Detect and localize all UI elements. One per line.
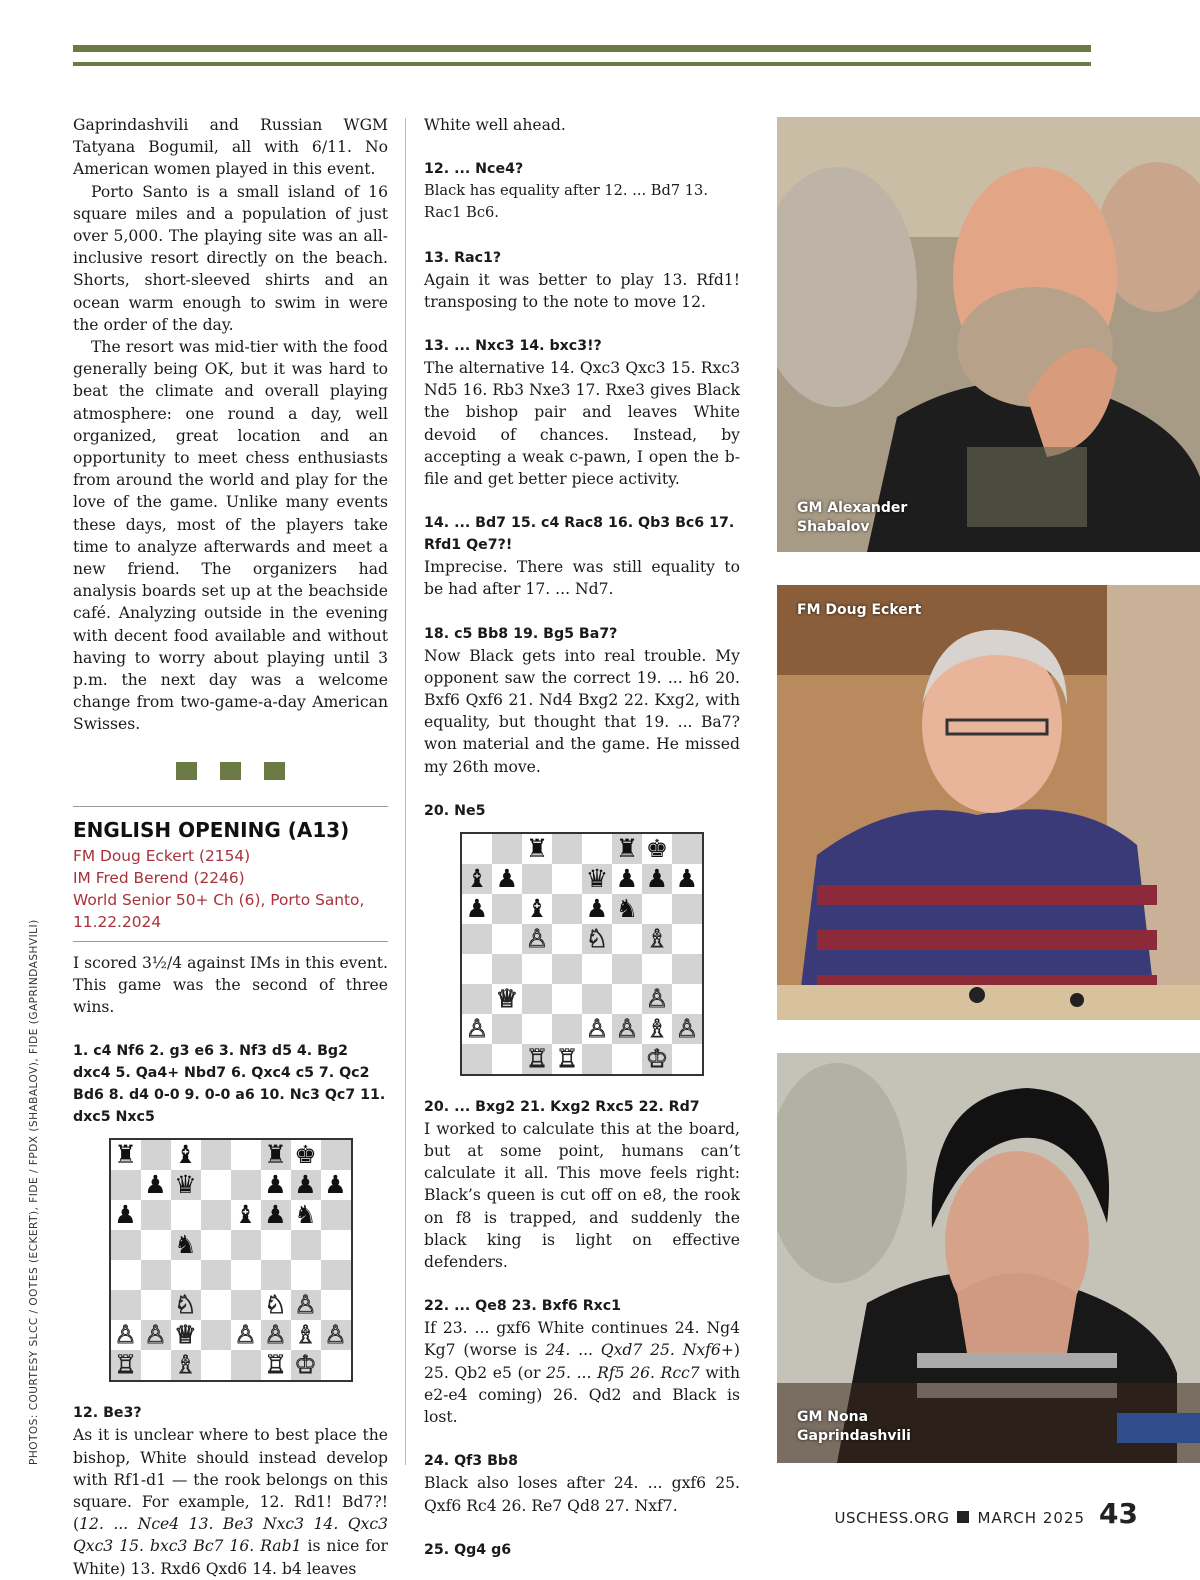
board-square	[291, 1320, 321, 1350]
move-note: I worked to calculate this at the board, but at some point, humans can’t calculate it all. This move feels right: Black’s queen is cut off on e8, the rook on f8 is trapped, and suddenly the black king is light on effective defenders.	[424, 1119, 740, 1272]
board-square	[171, 1320, 201, 1350]
move-text: 24. Qf3 Bb8	[424, 1453, 518, 1470]
opening-title: ENGLISH OPENING (A13)	[73, 817, 350, 842]
photo-credit: PHOTOS: COURTESY SLCC / OOTES (ECKERT), FIDE / FPDX (SHABALOV), FIDE (GAPRINDASHVILI)	[28, 919, 40, 1465]
board-square	[321, 1170, 351, 1200]
move-text: 1. c4 Nf6 2. g3 e6 3. Nf3 d5 4. Bg2 dxc4 5. Qa4+ Nbd7 6. Qxc4 c5 7. Qc2 Bd6 8. d4 0-0 9. 0-0 a6 10. Nc3 Qc7 11. dxc5 Nxc5	[73, 1043, 386, 1126]
board-square	[291, 1170, 321, 1200]
board-square	[582, 1014, 612, 1044]
board-square	[141, 1290, 171, 1320]
chess-piece-icon: ♜	[615, 833, 639, 863]
move-text: 14. ... Bd7 15. c4 Rac8 16. Qb3 Bc6 17. Rfd1 Qe7?!	[424, 515, 735, 554]
chess-piece-icon: ♗	[294, 1320, 317, 1350]
game-event: World Senior 50+ Ch (6), Porto Santo, 11.22.2024	[73, 890, 365, 931]
board-square	[672, 984, 702, 1014]
board-square	[201, 1230, 231, 1260]
column-rule	[405, 118, 406, 1465]
board-square	[582, 834, 612, 864]
chess-diagram-move-11	[109, 1138, 353, 1382]
chess-piece-icon: ♟	[264, 1200, 287, 1230]
board-square	[261, 1230, 291, 1260]
column-middle	[424, 114, 740, 1561]
board-square	[612, 924, 642, 954]
chess-piece-icon: ♗	[174, 1350, 197, 1380]
board-square	[462, 1044, 492, 1074]
photo-shabalov	[777, 117, 1200, 552]
board-square	[321, 1320, 351, 1350]
chess-piece-icon: ♔	[294, 1350, 317, 1380]
board-square	[462, 834, 492, 864]
chess-piece-icon: ♙	[234, 1320, 257, 1350]
board-square	[672, 954, 702, 984]
board-square	[552, 834, 582, 864]
chess-piece-icon: ♟	[294, 1170, 317, 1200]
chess-piece-icon: ♙	[645, 983, 669, 1013]
chess-piece-icon: ♚	[645, 833, 669, 863]
move-text: 12. Be3?	[73, 1405, 142, 1422]
move-note: White well ahead.	[424, 116, 566, 134]
board-square	[582, 894, 612, 924]
board-square	[552, 954, 582, 984]
board-square	[171, 1350, 201, 1380]
board-square	[111, 1200, 141, 1230]
board-square	[612, 894, 642, 924]
board-square	[642, 984, 672, 1014]
board-square	[141, 1350, 171, 1380]
board-square	[111, 1170, 141, 1200]
chess-piece-icon: ♕	[174, 1320, 197, 1350]
board-square	[492, 894, 522, 924]
board-square	[201, 1200, 231, 1230]
board-square	[111, 1320, 141, 1350]
board-square	[111, 1140, 141, 1170]
paragraph: Porto Santo is a small island of 16 square miles and a population of just over 5,000. The playing site was an all-inclusive resort directly on the beach. Shorts, short-sleeved shirts and an ocean warm enough to swim in were the order of the day.	[73, 182, 388, 334]
chess-piece-icon: ♙	[615, 1013, 639, 1043]
chess-piece-icon: ♙	[525, 923, 549, 953]
board-square	[672, 924, 702, 954]
board-square	[522, 894, 552, 924]
board-square	[261, 1290, 291, 1320]
divider-square	[264, 762, 285, 780]
move-note: The alternative 14. Qxc3 Qxc3 15. Rxc3 Nd5 16. Rb3 Nxe3 17. Rxe3 gives Black the bishop pair and leaves White devoid of chances. Instead, by accepting a weak c-pawn, I open the b-file and get better piece activity.	[424, 359, 740, 489]
board-square	[141, 1230, 171, 1260]
board-square	[672, 1014, 702, 1044]
board-square	[141, 1170, 171, 1200]
board-square	[582, 864, 612, 894]
board-square	[291, 1140, 321, 1170]
board-square	[522, 984, 552, 1014]
page-footer	[835, 1497, 1138, 1530]
move-text: 25. Qg4 g6	[424, 1541, 512, 1558]
photo-gaprindashvili	[777, 1053, 1200, 1463]
board-square	[201, 1320, 231, 1350]
board-square	[201, 1290, 231, 1320]
white-player: FM Doug Eckert (2154)	[73, 846, 251, 865]
board-square	[171, 1200, 201, 1230]
board-square	[231, 1140, 261, 1170]
board-square	[231, 1200, 261, 1230]
board-square	[492, 834, 522, 864]
board-square	[642, 894, 672, 924]
chess-piece-icon: ♟	[465, 893, 489, 923]
chess-diagram-move-20	[460, 832, 704, 1076]
paragraph: Gaprindashvili and Russian WGM Tatyana Bogumil, all with 6/11. No American women played in this event.	[73, 116, 388, 179]
chess-piece-icon: ♙	[324, 1320, 347, 1350]
board-square	[582, 984, 612, 1014]
chess-piece-icon: ♖	[264, 1350, 287, 1380]
move-note: Again it was better to play 13. Rfd1! transposing to the note to move 12.	[424, 270, 740, 311]
board-square	[582, 954, 612, 984]
board-square	[492, 1044, 522, 1074]
board-square	[522, 924, 552, 954]
photo-eckert	[777, 585, 1200, 1020]
move-note: If 23. ... gxf6 White continues 24. Ng4 Kg7 (worse is 24. ... Qxd7 25. Nxf6+) 25. Qb2 e5 (or 25. ... Rf5 26. Rcc7 with e2-e4 coming) 26. Qd2 and Black is lost.	[424, 1319, 741, 1427]
board-square	[522, 954, 552, 984]
chess-piece-icon: ♟	[324, 1170, 347, 1200]
chess-piece-icon: ♙	[585, 1013, 609, 1043]
board-square	[522, 1014, 552, 1044]
move-text: 13. ... Nxc3 14. bxc3!?	[424, 338, 602, 355]
board-square	[492, 1014, 522, 1044]
move-text: 13. Rac1?	[424, 249, 502, 266]
board-square	[231, 1170, 261, 1200]
page-number: 43	[1099, 1497, 1138, 1530]
move-text: 12. ... Nce4?	[424, 161, 524, 178]
move-text: 22. ... Qe8 23. Bxf6 Rxc1	[424, 1298, 622, 1315]
board-square	[291, 1290, 321, 1320]
board-square	[141, 1140, 171, 1170]
board-square	[171, 1140, 201, 1170]
board-square	[612, 1044, 642, 1074]
board-square	[261, 1350, 291, 1380]
chess-piece-icon: ♕	[495, 983, 519, 1013]
board-square	[111, 1260, 141, 1290]
chess-piece-icon: ♙	[675, 1013, 699, 1043]
chess-piece-icon: ♟	[114, 1200, 137, 1230]
chess-piece-icon: ♘	[174, 1290, 197, 1320]
photo-caption: GM Alexander Shabalov	[797, 500, 908, 535]
board-square	[642, 1044, 672, 1074]
board-square	[321, 1200, 351, 1230]
board-square	[201, 1140, 231, 1170]
top-rule-thin	[73, 62, 1091, 66]
board-square	[111, 1350, 141, 1380]
board-square	[201, 1170, 231, 1200]
chess-piece-icon: ♟	[144, 1170, 167, 1200]
footer-square-icon	[957, 1511, 969, 1523]
footer-site: USCHESS.ORG	[834, 1509, 950, 1527]
top-rule-thick	[73, 45, 1091, 52]
chess-piece-icon: ♝	[525, 893, 549, 923]
move-note: Now Black gets into real trouble. My opponent saw the correct 19. ... h6 20. Bxf6 Qxf6 21. Nd4 Bxg2 22. Kxg2, with equality, but thought that 19. ... Ba7? won material and the game. He missed my 26th move.	[424, 646, 740, 776]
board-square	[612, 1014, 642, 1044]
board-square	[231, 1290, 261, 1320]
board-square	[492, 864, 522, 894]
board-square	[231, 1350, 261, 1380]
board-square	[462, 924, 492, 954]
board-square	[321, 1230, 351, 1260]
photo-caption: FM Doug Eckert	[797, 602, 922, 618]
divider-square	[176, 762, 197, 780]
chess-piece-icon: ♙	[294, 1290, 317, 1320]
board-square	[261, 1200, 291, 1230]
board-square	[111, 1230, 141, 1260]
board-square	[582, 924, 612, 954]
chess-piece-icon: ♚	[294, 1140, 317, 1170]
game-header-rule	[73, 941, 388, 942]
chess-piece-icon: ♞	[174, 1230, 197, 1260]
move-note: As it is unclear where to best place the bishop, White should instead develop with Rf1-d1 — the rook belongs on this square. For example, 12. Rd1! Bd7?! (12. ... Nce4 13. Be3 Nxc3 14. Qxc3 Qxc3 15. bxc3 Bc7 16. Rab1 is nice for White) 13. Rxd6 Qxd6 14. b4 leaves	[73, 1426, 388, 1578]
board-square	[642, 924, 672, 954]
chess-piece-icon: ♟	[615, 863, 639, 893]
chess-piece-icon: ♟	[495, 863, 519, 893]
divider-square	[220, 762, 241, 780]
chess-piece-icon: ♙	[465, 1013, 489, 1043]
chess-piece-icon: ♛	[174, 1170, 197, 1200]
board-square	[552, 1014, 582, 1044]
board-square	[582, 1044, 612, 1074]
board-square	[231, 1320, 261, 1350]
game-header-rule	[73, 806, 388, 807]
move-text: 20. ... Bxg2 21. Kxg2 Rxc5 22. Rd7	[424, 1098, 700, 1115]
chess-piece-icon: ♟	[645, 863, 669, 893]
board-square	[612, 864, 642, 894]
chess-piece-icon: ♗	[645, 923, 669, 953]
board-square	[261, 1140, 291, 1170]
board-square	[552, 984, 582, 1014]
board-square	[462, 864, 492, 894]
board-square	[672, 894, 702, 924]
board-square	[672, 1044, 702, 1074]
column-left	[73, 114, 388, 1580]
chess-piece-icon: ♙	[114, 1320, 137, 1350]
board-square	[321, 1140, 351, 1170]
chess-piece-icon: ♝	[174, 1140, 197, 1170]
chess-piece-icon: ♜	[114, 1140, 137, 1170]
board-square	[141, 1200, 171, 1230]
board-square	[171, 1290, 201, 1320]
chess-piece-icon: ♘	[585, 923, 609, 953]
game-intro: I scored 3½/4 against IMs in this event. This game was the second of three wins.	[73, 953, 388, 1017]
board-square	[612, 834, 642, 864]
board-square	[522, 1044, 552, 1074]
board-square	[522, 864, 552, 894]
board-square	[321, 1260, 351, 1290]
board-square	[462, 954, 492, 984]
chess-piece-icon: ♔	[645, 1043, 669, 1073]
chess-piece-icon: ♘	[264, 1290, 287, 1320]
board-square	[261, 1260, 291, 1290]
black-player: IM Fred Berend (2246)	[73, 868, 245, 887]
chess-piece-icon: ♖	[114, 1350, 137, 1380]
board-square	[552, 924, 582, 954]
chess-piece-icon: ♛	[585, 863, 609, 893]
game-players	[73, 845, 388, 933]
chess-piece-icon: ♖	[555, 1043, 579, 1073]
board-square	[291, 1230, 321, 1260]
board-square	[672, 834, 702, 864]
board-square	[321, 1350, 351, 1380]
chess-piece-icon: ♝	[234, 1200, 257, 1230]
chess-piece-icon: ♜	[525, 833, 549, 863]
board-square	[642, 1014, 672, 1044]
board-square	[261, 1170, 291, 1200]
board-square	[291, 1260, 321, 1290]
board-square	[111, 1290, 141, 1320]
board-square	[291, 1200, 321, 1230]
move-text: 20. Ne5	[424, 802, 486, 819]
chess-piece-icon: ♗	[645, 1013, 669, 1043]
chess-piece-icon: ♝	[465, 863, 489, 893]
board-square	[231, 1230, 261, 1260]
board-square	[492, 954, 522, 984]
paragraph: The resort was mid-tier with the food generally being OK, but it was hard to beat the climate and overall playing atmosphere: one round a day, well organized, great location and an opportunity to meet chess enthusiasts from around the world and play for the love of the game. Unlike many events these days, most of the players take time to analyze afterwards and meet a new friend. The organizers had analysis boards set up at the beachside café. Analyzing outside in the evening with decent food available and without having to worry about playing until 3 p.m. the next day was a welcome change from two-game-a-day American Swisses.	[73, 338, 388, 734]
board-square	[291, 1350, 321, 1380]
board-square	[612, 984, 642, 1014]
board-square	[462, 1014, 492, 1044]
board-square	[201, 1260, 231, 1290]
chess-piece-icon: ♟	[675, 863, 699, 893]
chess-piece-icon: ♞	[615, 893, 639, 923]
board-square	[672, 864, 702, 894]
section-divider	[73, 762, 388, 780]
board-square	[552, 1044, 582, 1074]
board-square	[642, 834, 672, 864]
board-square	[552, 864, 582, 894]
board-square	[231, 1260, 261, 1290]
board-square	[261, 1320, 291, 1350]
chess-piece-icon: ♖	[525, 1043, 549, 1073]
chess-piece-icon: ♜	[264, 1140, 287, 1170]
board-square	[522, 834, 552, 864]
footer-month: MARCH 2025	[977, 1509, 1086, 1527]
move-text: 18. c5 Bb8 19. Bg5 Ba7?	[424, 625, 618, 642]
board-square	[492, 984, 522, 1014]
board-square	[171, 1170, 201, 1200]
board-square	[171, 1230, 201, 1260]
board-square	[201, 1350, 231, 1380]
chess-piece-icon: ♟	[585, 893, 609, 923]
board-square	[492, 924, 522, 954]
chess-piece-icon: ♞	[294, 1200, 317, 1230]
photo-caption: GM Nona Gaprindashvili	[797, 1409, 911, 1444]
move-note: Black also loses after 24. ... gxf6 25. Qxf6 Rc4 26. Re7 Qd8 27. Nxf7.	[424, 1474, 740, 1515]
board-square	[612, 954, 642, 984]
board-square	[642, 954, 672, 984]
move-note: Imprecise. There was still equality to be had after 17. ... Nd7.	[424, 558, 740, 599]
board-square	[462, 984, 492, 1014]
board-square	[462, 894, 492, 924]
chess-piece-icon: ♙	[264, 1320, 287, 1350]
board-square	[141, 1260, 171, 1290]
move-note: Black has equality after 12. ... Bd7 13. Rac1 Bc6.	[424, 182, 708, 222]
board-square	[642, 864, 672, 894]
board-square	[171, 1260, 201, 1290]
board-square	[552, 894, 582, 924]
board-square	[141, 1320, 171, 1350]
chess-piece-icon: ♟	[264, 1170, 287, 1200]
chess-piece-icon: ♙	[144, 1320, 167, 1350]
board-square	[321, 1290, 351, 1320]
